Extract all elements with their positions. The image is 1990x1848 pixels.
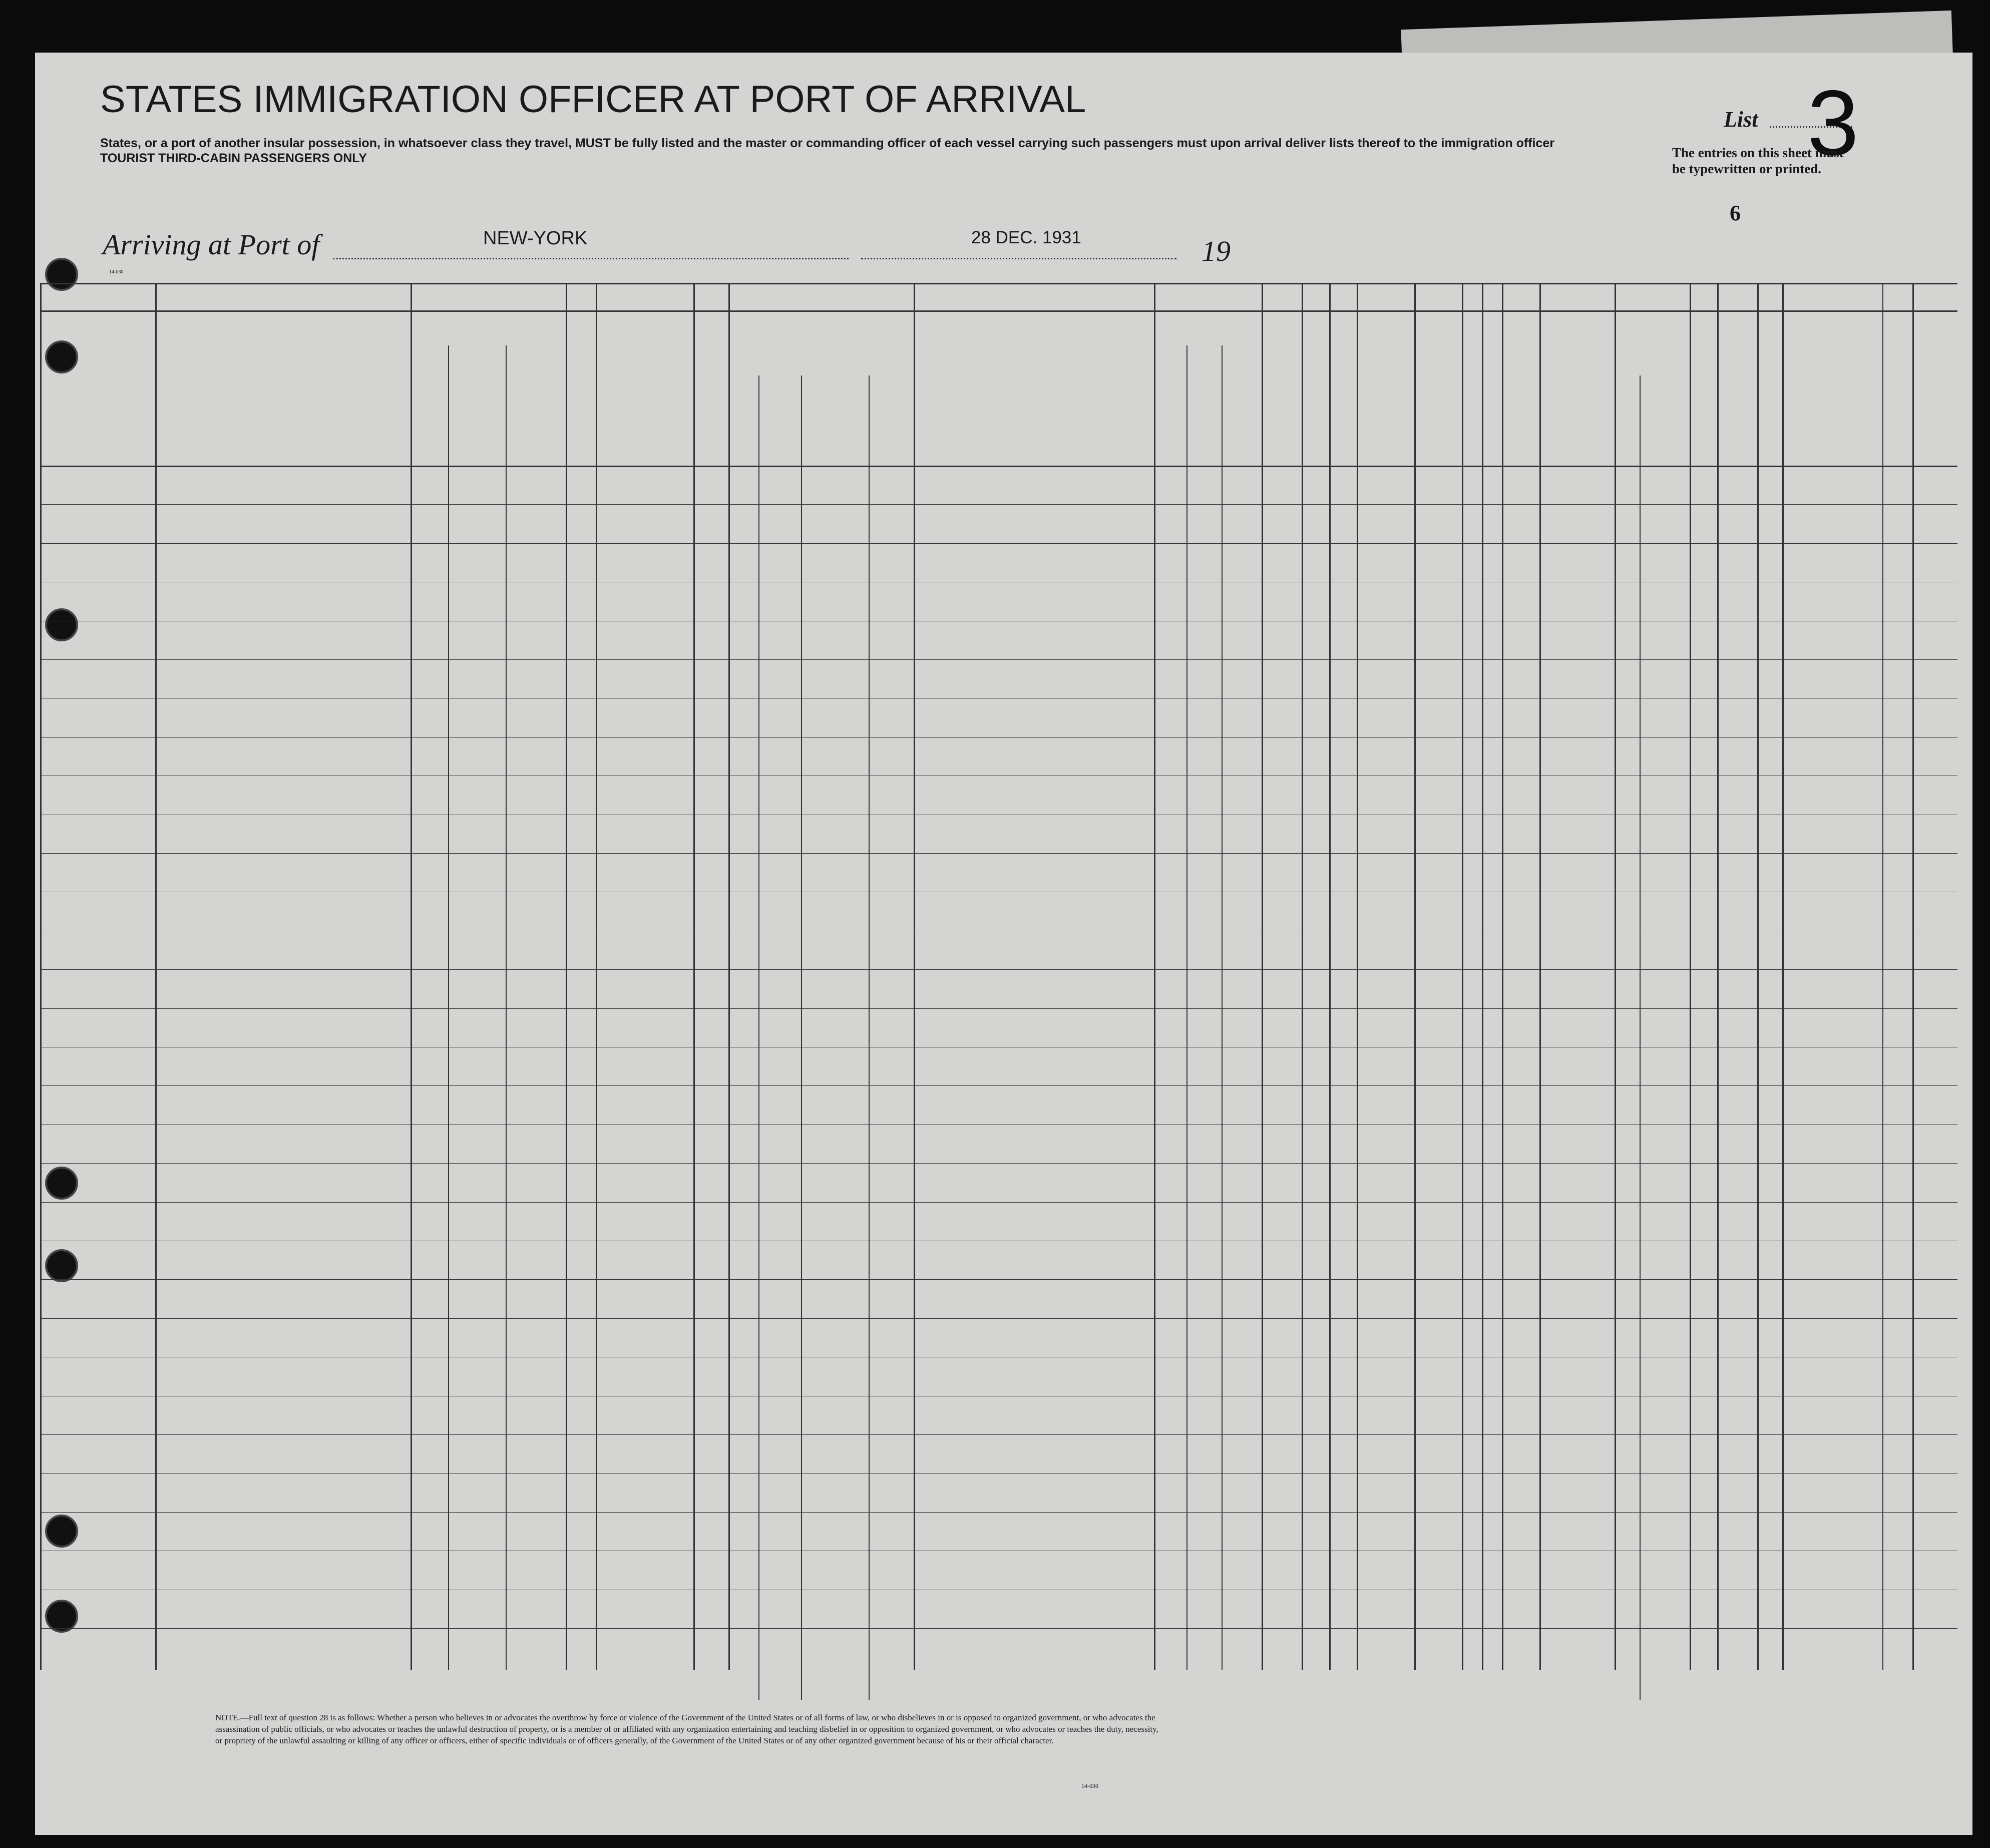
sub-column-divider [1186,345,1187,1670]
column-number-line [40,310,1957,312]
sub-column-divider [1222,345,1223,1670]
port-value: NEW-YORK [483,228,588,249]
column-divider [1539,283,1541,1670]
subtitle: States, or a port of another insular possession, in whatsoever class they travel, MUST be fully listed and the master or commanding officer of each vessel carrying such passengers must upon arrival deliver lists thereof to the immigration officer [100,136,1554,150]
column-divider [1357,283,1358,1670]
sheet-number: 6 [1730,201,1741,225]
sub-column-divider [1717,345,1718,1670]
column-divider [566,283,567,1670]
row-divider [40,1085,1957,1086]
row-divider [40,1279,1957,1280]
sub-column-divider [448,345,449,1670]
row-divider [40,543,1957,544]
column-divider [914,283,915,1670]
row-divider [40,1202,1957,1203]
manifest-sheet [35,53,1972,1835]
column-divider [728,283,730,1670]
column-divider [1154,283,1155,1670]
binder-hole [45,1167,78,1200]
sub-column-divider [869,376,870,1700]
binder-hole [45,340,78,374]
column-divider [1615,283,1616,1670]
column-divider [411,283,412,1670]
column-divider [1329,283,1331,1670]
sub-column-divider [758,376,759,1700]
column-divider [1502,283,1503,1670]
column-divider [1262,283,1263,1670]
row-divider [40,1318,1957,1319]
column-divider [1482,283,1483,1670]
list-label: List [1724,107,1758,132]
binder-hole [45,608,78,641]
row-divider [40,1008,1957,1009]
list-number: 3 [1807,72,1859,175]
header-bottom-line [40,466,1957,467]
row-divider [40,1512,1957,1513]
row-divider [40,1434,1957,1435]
column-divider [1757,283,1759,1670]
row-divider [40,969,1957,970]
column-divider [155,283,157,1670]
row-divider [40,853,1957,854]
passenger-class: TOURIST THIRD-CABIN PASSENGERS ONLY [100,151,367,165]
sub-column-divider [801,376,802,1700]
row-divider [40,1628,1957,1629]
table-top-line [40,283,1957,284]
column-divider [40,283,42,1670]
column-divider [693,283,695,1670]
page-title: STATES IMMIGRATION OFFICER AT PORT OF ARRIVAL [100,78,1086,121]
date-line [861,258,1176,259]
port-line [333,258,849,259]
column-divider [1690,283,1691,1670]
row-divider [40,1163,1957,1164]
binder-hole [45,1515,78,1548]
form-code: 14-030 [109,269,124,275]
binder-hole [45,1249,78,1282]
sub-column-divider [506,345,507,1670]
sub-column-divider [1640,376,1641,1700]
footnote-code: 14-030 [1081,1782,1098,1789]
column-divider [1782,283,1784,1670]
column-divider [1462,283,1463,1670]
entries-note-2: be typewritten or printed. [1672,161,1821,176]
column-divider [596,283,597,1670]
column-divider [1302,283,1303,1670]
arriving-label: Arriving at Port of [103,228,320,261]
column-divider [1912,283,1914,1670]
column-divider [1414,283,1416,1670]
arrival-date: 28 DEC. 1931 [971,228,1081,247]
entries-note: The entries on this sheet must [1672,145,1844,160]
row-divider [40,504,1957,505]
row-divider [40,659,1957,660]
footnote: NOTE.—Full text of question 28 is as follows: Whether a person who believes in or advocates the overthrow by force or violence of the Government of the United States or of all forms of law, or who disbelieves in or is opposed to organized government, or who advocates the assassination of public officials, or who advocates or teaches the unlawful destruction of property, or is a member of or affiliated with any organization entertaining and teaching disbelief in or opposition to organized government, or who advocates or teaches the duty, necessity, or propriety of the unlawful assaulting or killing of any officer or officers, either of specific individuals or of officers generally, of the Government of the United States or of any other organized government because of his or their official character. [215,1713,1158,1745]
column-divider [1882,283,1883,1670]
year-prefix: 19 [1202,235,1231,267]
binder-hole [45,258,78,291]
